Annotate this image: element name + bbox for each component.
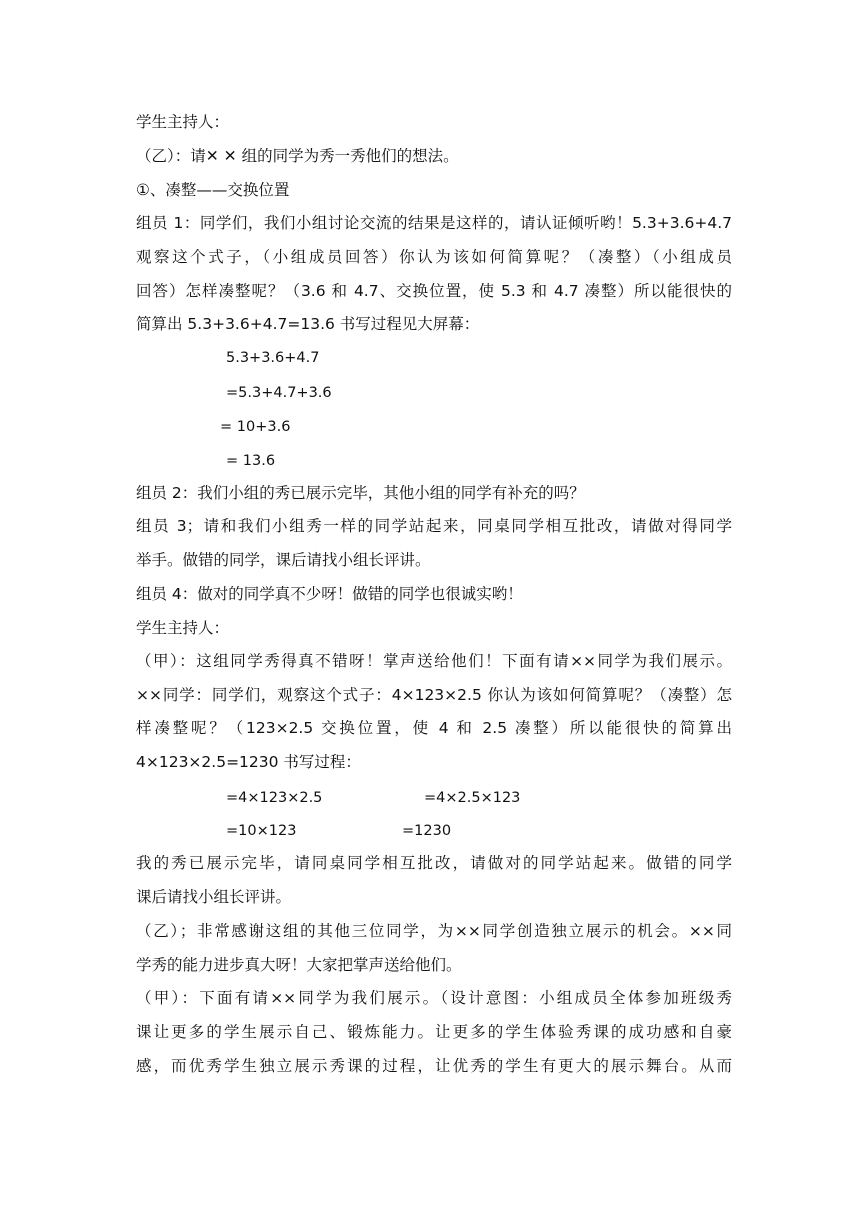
paragraph-student-done-line1: 我的秀已展示完毕，请同桌同学相互批改，请做对的同学站起来。做错的同学 [136, 854, 732, 872]
paragraph-yi-thanks-line1: （乙）；非常感谢这组的其他三位同学，为××同学创造独立展示的机会。××同 [136, 922, 732, 940]
calc2-right-step2: =1230 [402, 823, 452, 839]
paragraph-member3-line1: 组员 3；请和我们小组秀一样的同学站起来，同桌同学相互批改，请做对得同学 [136, 517, 732, 535]
paragraph-jia-design-line1: （甲）：下面有请××同学为我们展示。（设计意图：小组成员全体参加班级秀 [136, 989, 732, 1007]
paragraph-jia-praise: （甲）：这组同学秀得真不错呀！掌声送给他们！下面有请××同学为我们展示。 [136, 652, 732, 670]
calc1-step1: 5.3+3.6+4.7 [226, 350, 320, 366]
calc1-step4: = 13.6 [226, 453, 276, 469]
paragraph-member4: 组员 4：做对的同学真不少呀！做错的同学也很诚实哟！ [136, 585, 523, 603]
paragraph-student-line3: 4×123×2.5=1230 书写过程： [136, 753, 361, 771]
paragraph-yi-intro: （乙）：请✕ ✕ 组的同学为秀一秀他们的想法。 [136, 147, 459, 165]
calc1-step2: =5.3+4.7+3.6 [226, 385, 332, 401]
calc2-right-step1: =4×2.5×123 [424, 790, 521, 806]
paragraph-member1-line3: 回答）怎样凑整呢？（3.6 和 4.7、交换位置，使 5.3 和 4.7 凑整）所以能很快的 [136, 282, 732, 300]
paragraph-student-line1: ××同学：同学们，观察这个式子：4×123×2.5 你认为该如何简算呢？（凑整）怎 [136, 686, 732, 704]
paragraph-yi-thanks-line2: 学秀的能力进步真大呀！大家把掌声送给他们。 [136, 956, 462, 974]
calc2-left-step2: =10×123 [226, 823, 297, 839]
paragraph-student-done-line2: 课后请找小组长评讲。 [136, 888, 292, 906]
host-heading-1: 学生主持人： [136, 113, 230, 131]
paragraph-member1-line2: 观察这个式子，（小组成员回答）你认为该如何简算呢？（凑整）（小组成员 [136, 248, 732, 266]
paragraph-member2: 组员 2：我们小组的秀已展示完毕，其他小组的同学有补充的吗？ [136, 484, 585, 502]
paragraph-jia-design-line2: 课让更多的学生展示自己、锻炼能力。让更多的学生体验秀课的成功感和自豪 [136, 1023, 732, 1041]
section-heading-round-up: ①、凑整——交换位置 [136, 181, 290, 199]
paragraph-student-line2: 样凑整呢？（123×2.5 交换位置，使 4 和 2.5 凑整）所以能很快的简算出 [136, 719, 732, 737]
paragraph-member3-line2: 举手。做错的同学，课后请找小组长评讲。 [136, 551, 431, 569]
paragraph-jia-design-line3: 感，而优秀学生独立展示秀课的过程，让优秀的学生有更大的展示舞台。从而 [136, 1057, 732, 1075]
paragraph-member1-line4: 简算出 5.3+3.6+4.7=13.6 书写过程见大屏幕： [136, 315, 480, 333]
host-heading-2: 学生主持人： [136, 619, 230, 637]
calc1-step3: = 10+3.6 [220, 419, 291, 435]
calc2-left-step1: =4×123×2.5 [226, 790, 323, 806]
paragraph-member1-line1: 组员 1：同学们，我们小组讨论交流的结果是这样的，请认证倾听哟！5.3+3.6+4.7 [136, 214, 732, 232]
